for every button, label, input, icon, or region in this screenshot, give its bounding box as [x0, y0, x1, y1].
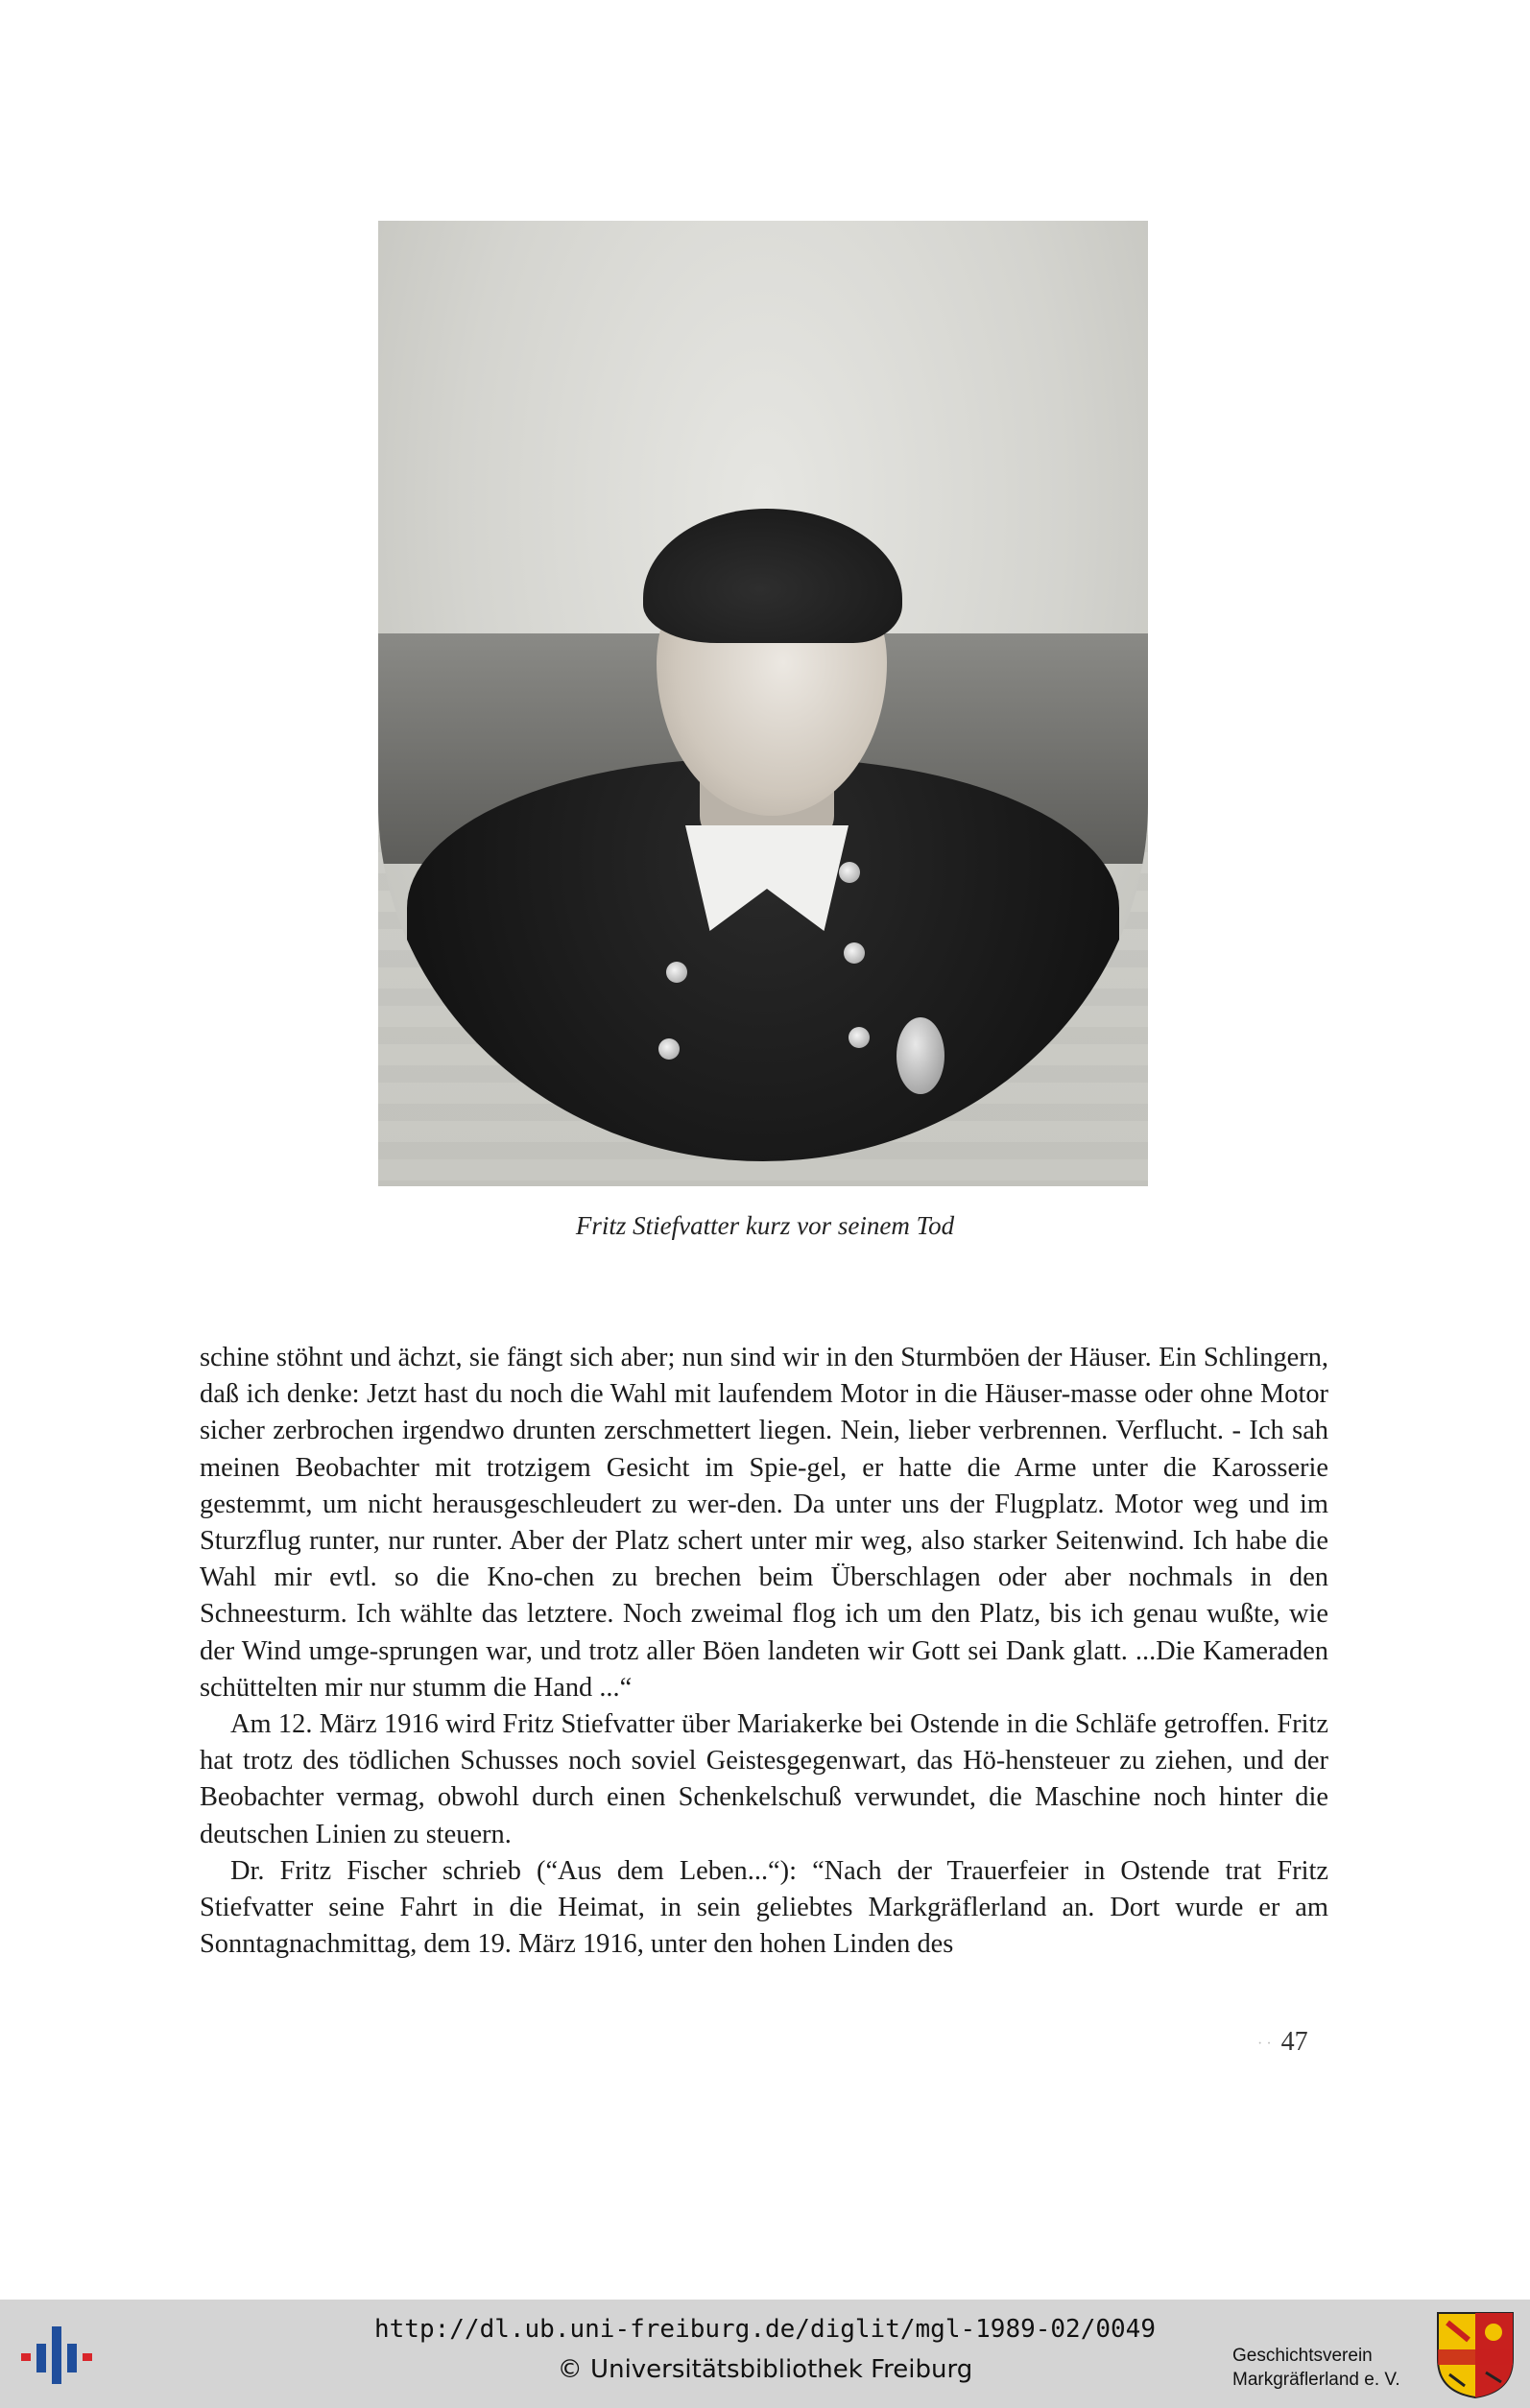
photo-oval-vignette [378, 221, 1148, 1161]
photo-hair [643, 509, 902, 643]
paragraph: Dr. Fritz Fischer schrieb (“Aus dem Leben...“): “Nach der Trauerfeier in Ostende trat Fritz Stiefvatter seine Fahrt in die Heimat, in sein geliebtes Markgräflerland an. Dort wurde er am Sonntagnachmittag, dem 19. März 1916, unter den hohen Linden des [200, 1855, 1328, 1960]
uniform-button [666, 962, 687, 983]
society-name-line1: Geschichtsverein [1232, 2346, 1373, 2366]
uniform-button [844, 942, 865, 964]
crest-icon [1436, 2311, 1515, 2399]
society-name-line2: Markgräflerland e. V. [1232, 2370, 1400, 2390]
footer-url-link[interactable]: http://dl.ub.uni-freiburg.de/diglit/mgl-1989-02/0049 [374, 2315, 1156, 2344]
page-number [1257, 2027, 1308, 2058]
uniform-button [849, 1027, 870, 1048]
page-number-dots: · · [1257, 2035, 1272, 2052]
paragraph: schine stöhnt und ächzt, sie fängt sich aber; nun sind wir in den Sturmböen der Häuser. Ein Schlingern, daß ich denke: Jetzt hast du noch die Wahl mit laufendem Motor in die Häuser-masse oder ohne Motor sicher zerbrochen irgendwo drunten zerschmettert liegen. Nein, lieber verbrennen. Verflucht. - Ich sah meinen Beobachter mit trotzigem Gesicht im Spie-gel, er hatte die Arme unter die Karosserie gestemmt, um nicht herausgeschleudert zu wer-den. Da unter uns der Flugplatz. Motor weg und im Sturzflug runter, nur runter. Aber der Platz schert unter mir weg, also starker Seitenwind. Ich habe die Wahl mir evtl. so die Kno-chen zu brechen beim Überschlagen oder aber nochmals in den Schneesturm. Ich wählte das letztere. Noch zweimal flog ich um den Platz, bis ich genau wußte, wie der Wind umge-sprungen war, und trotz aller Böen landeten wir Gott sei Dank glatt. ...Die Kameraden schüttelten mir nur stumm die Hand ...“ [200, 1343, 1328, 1703]
society-name [1232, 2344, 1424, 2392]
paragraph: Am 12. März 1916 wird Fritz Stiefvatter über Mariakerke bei Ostende in die Schläfe getroffen. Fritz hat trotz des tödlichen Schusses noch soviel Geistesgegenwart, das Hö-hensteuer zu ziehen, und der Beobachter vermag, obwohl durch einen Schenkelschuß verwundet, die Maschine noch hinter die deutschen Linien zu steuern. [200, 1709, 1328, 1849]
body-text [200, 1340, 1328, 1963]
footer-bar [0, 2300, 1530, 2408]
uniform-button [658, 1038, 680, 1060]
photo-caption: Fritz Stiefvatter kurz vor seinem Tod [575, 1211, 955, 1240]
uniform-medal [896, 1017, 944, 1094]
page-number-value: 47 [1280, 2027, 1308, 2057]
portrait-photo [378, 221, 1148, 1186]
uniform-button [839, 862, 860, 883]
footer-copyright: © Universitätsbibliothek Freiburg [557, 2355, 973, 2384]
